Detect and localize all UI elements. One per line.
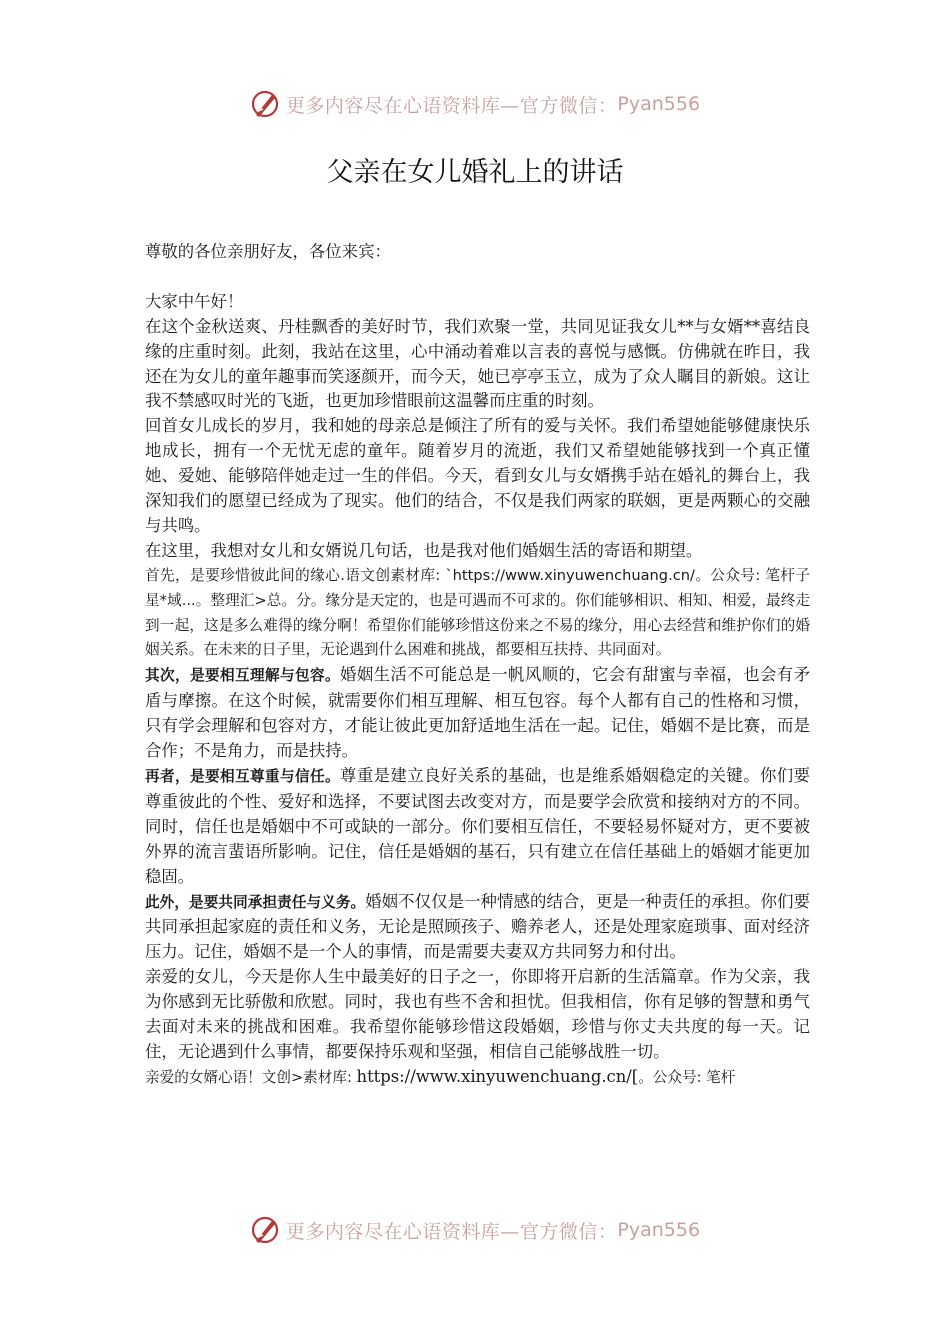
paragraph-7-lead: 此外，是要共同承担责任与义务。: [145, 893, 366, 911]
paragraph-3: 在这里，我想对女儿和女婿说几句话，也是我对他们婚姻生活的寄语和期望。: [145, 540, 703, 560]
document-body: [145, 240, 810, 1091]
paragraph-9-c: 。公众号: 笔杆: [638, 1068, 736, 1086]
paragraph-6-lead: 再者，是要相互尊重与信任。: [145, 768, 341, 786]
paragraph-7-body: 婚姻不仅仅是一种情感的结合，更是一种责任的承担。你们要共同承担起家庭的责任和义务，无论是照顾孩子、赡养老人，还是处理家庭琐事、面对经济压力。记住，婚姻不是一个人的事情，而是需要夫妻双方共同努力和付出。: [145, 891, 810, 962]
footer-banner: [0, 1210, 950, 1250]
paragraph-5: [145, 663, 810, 764]
page-title: 父亲在女儿婚礼上的讲话: [326, 157, 624, 188]
paragraph-9-link: https://www.xinyuwenchuang.cn/[: [356, 1066, 639, 1086]
banner-handle: Pyan556: [617, 1219, 701, 1241]
header-banner: [0, 84, 950, 124]
paragraph-9: [145, 1065, 810, 1091]
salutation: 尊敬的各位亲朋好友，各位来宾：: [145, 242, 391, 261]
paragraph-6: [145, 764, 810, 890]
banner-text: 更多内容尽在心语资料库—官方微信：: [285, 94, 618, 117]
pen-circle-logo-icon: [250, 1215, 280, 1245]
pen-circle-logo-icon: [250, 89, 280, 119]
paragraph-1: 在这个金秋送爽、丹桂飘香的美好时节，我们欢聚一堂，共同见证我女儿**与女婿**喜结良缘的庄重时刻。此刻，我站在这里，心中涌动着难以言表的喜悦与感慨。仿佛就在昨日，我还在为女儿的童年趣事而笑逐颜开，而今天，她已亭亭玉立，成为了众人瞩目的新娘。这让我不禁感叹时光的飞逝，也更加珍惜眼前这温馨而庄重的时刻。: [145, 316, 810, 411]
paragraph-7: [145, 890, 810, 966]
paragraph-9-a: 亲爱的女婿心语！文创>素材库:: [145, 1068, 357, 1086]
paragraph-2: 回首女儿成长的岁月，我和她的母亲总是倾注了所有的爱与关怀。我们希望她能够健康快乐地成长，拥有一个无忧无虑的童年。随着岁月的流逝，我们又希望她能够找到一个真正懂她、爱她、能够陪伴她走过一生的伴侣。今天，看到女儿与女婿携手站在婚礼的舞台上，我深知我们的愿望已经成为了现实。他们的结合，不仅是我们两家的联姻，更是两颗心的交融与共鸣。: [145, 416, 810, 535]
greeting: 大家中午好！: [145, 291, 244, 311]
paragraph-8: 亲爱的女儿，今天是你人生中最美好的日子之一，你即将开启新的生活篇章。作为父亲，我为你感到无比骄傲和欣慰。同时，我也有些不舍和担忧。但我相信，你有足够的智慧和勇气去面对未来的挑战和困难。我希望你能够珍惜这段婚姻，珍惜与你丈夫共度的每一天。记住，无论遇到什么事情，都要保持乐观和坚强，相信自己能够战胜一切。: [145, 967, 810, 1061]
paragraph-6-body: 尊重是建立良好关系的基础，也是维系婚姻稳定的关键。你们要尊重彼此的个性、爱好和选择，不要试图去改变对方，而是要学会欣赏和接纳对方的不同。同时，信任也是婚姻中不可或缺的一部分。你们要相互信任，不要轻易怀疑对方，更不要被外界的流言蜚语所影响。记住，信任是婚姻的基石，只有建立在信任基础上的婚姻才能更加稳固。: [145, 766, 810, 886]
paragraph-5-lead: 其次，是要相互理解与包容。: [145, 667, 341, 685]
banner-handle: Pyan556: [617, 93, 701, 115]
paragraph-4: 首先，是要珍惜彼此间的缘心.语文创素材库: `https://www.xinyuwenchuang.cn/。公众号: 笔杆子星*域...。整理汇>总。分。缘分是天定的，也是可遇而不可求的。你们能够相识、相知、相爱，最终走到一起，这是多么难得的缘分啊！希望你们能够珍惜这份来之不易的缘分，用心去经营和维护你们的婚姻关系。在未来的日子里，无论遇到什么困难和挑战，都要相互扶持、共同面对。: [145, 566, 810, 659]
paragraph-5-body: 婚姻生活不可能总是一帆风顺的，它会有甜蜜与幸福，也会有矛盾与摩擦。在这个时候，就需要你们相互理解、相互包容。每个人都有自己的性格和习惯，只有学会理解和包容对方，才能让彼此更加舒适地生活在一起。记住，婚姻不是比赛，而是合作；不是角力，而是扶持。: [145, 665, 810, 761]
banner-text: 更多内容尽在心语资料库—官方微信：: [285, 1220, 618, 1243]
